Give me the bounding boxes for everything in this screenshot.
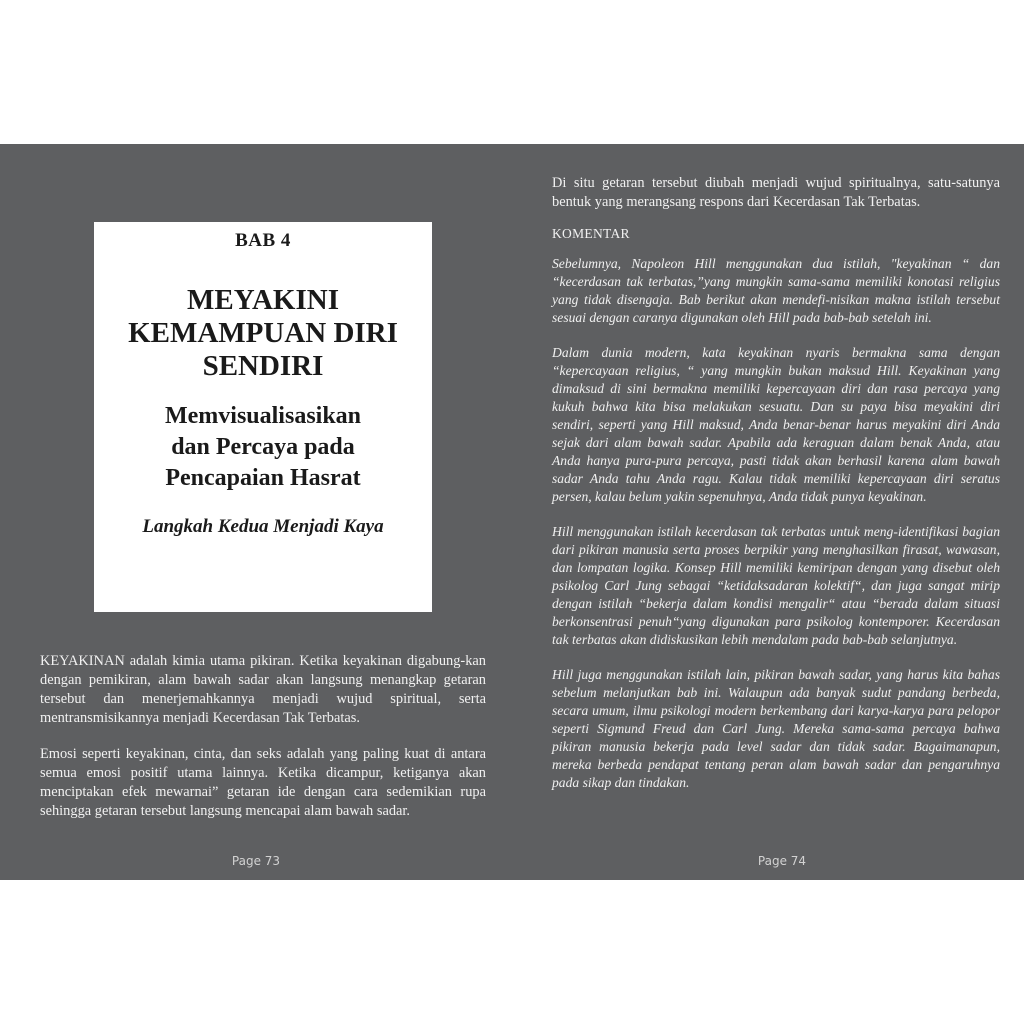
left-body-text <box>40 652 486 838</box>
book-spread <box>0 144 1024 880</box>
chapter-title <box>94 284 432 383</box>
paragraph: KEYAKINAN adalah kimia utama pikiran. Ketika keyakinan digabung-kan dengan pemikiran, alam bawah sadar akan langsung menangkap getaran tersebut dan menerjemahkannya menjadi wujud spiritual, serta mentransmisikannya menjadi Kecerdasan Tak Terbatas. <box>40 653 486 726</box>
right-body-text <box>552 174 1000 809</box>
chapter-tagline: Langkah Kedua Menjadi Kaya <box>142 516 384 537</box>
section-heading: KOMENTAR <box>552 226 630 241</box>
chapter-subtitle-line: Pencapaian Hasrat <box>165 465 361 491</box>
chapter-title-line: MEYAKINI <box>186 284 339 316</box>
page-number-left: Page 73 <box>231 854 281 868</box>
commentary-paragraph: Sebelumnya, Napoleon Hill menggunakan dua istilah, "keyakinan “ dan “kecerdasan tak terbatas,”yang mungkin sama-sama memiliki konotasi religius yang tidak disengaja. Bab berikut akan mendefi-nisikan makna istilah tersebut sesuai dengan caranya digunakan oleh Hill pada bab-bab setelah ini. <box>552 256 1000 325</box>
commentary-paragraph: Hill menggunakan istilah kecerdasan tak terbatas untuk meng-identifikasi bagian dari pikiran manusia serta proses berpikir yang menghasilkan firasat, wawasan, dan lompatan logika. Konsep Hill memiliki kemiripan dengan yang disebut oleh psikolog Carl Jung sebagai “ketidaksadaran kolektif“, dan juga sangat mirip dengan istilah “bekerja dalam kondisi mengalir“ atau “berada dalam situasi berkonsentrasi penuh“yang digunakan para psikolog kontemporer. Kecerdasan tak terbatas akan didiskusikan lebih mendalam pada bab-bab selanjutnya. <box>552 524 1000 647</box>
paragraph: Emosi seperti keyakinan, cinta, dan seks adalah yang paling kuat di antara semua emosi positif utama lainnya. Ketika dicampur, ketiganya akan menciptakan efek mewarnai” getaran ide dengan cara sedemikian rupa sehingga getaran tersebut langsung mencapai alam bawah sadar. <box>40 746 486 819</box>
commentary-paragraph: Dalam dunia modern, kata keyakinan nyaris bermakna sama dengan “kepercayaan religius, “ yang mungkin bukan maksud Hill. Keyakinan yang dimaksud di sini bermakna memiliki kepercayaan diri dan rasa percaya yang kukuh bahwa kita bisa melakukan sesuatu. Dan su paya bisa meyakini diri sendiri, seperti yang Hill maksud, Anda benar-benar harus meyakini diri Anda sejak dari alam bawah sadar. Apabila ada keraguan dalam benak Anda, atau Anda hanya pura-pura percaya, pasti tidak akan berhasil karena alam bawah sadar Anda tahu Anda ragu. Kalau tidak memiliki kepercayaan diri seratus persen, kalau belum yakin sepenuhnya, Anda tidak punya keyakinan. <box>552 345 1000 504</box>
page-number-right: Page 74 <box>757 854 807 868</box>
commentary-paragraph: Hill juga menggunakan istilah lain, pikiran bawah sadar, yang harus kita bahas sebelum melanjutkan bab ini. Walaupun ada banyak sudut pandang berbeda, secara umum, ilmu psikologi modern berkembang dari karya-karya para pelopor seperti Sigmund Freud dan Carl Jung. Mereka sama-sama percaya bahwa pikiran manusia bekerja pada level sadar dan tidak sadar. Bagaimanapun, mereka berbeda pendapat tentang peran alam bawah sadar dan pengaruhnya pada sikap dan tindakan. <box>552 667 1000 790</box>
chapter-number: BAB 4 <box>235 230 291 251</box>
chapter-subtitle-line: Memvisualisasikan <box>164 403 362 429</box>
chapter-title-line: KEMAMPUAN DIRI <box>128 317 398 349</box>
intro-paragraph: Di situ getaran tersebut diubah menjadi wujud spiritualnya, satu-satunya bentuk yang merangsang respons dari Kecerdasan Tak Terbatas. <box>552 175 1000 210</box>
chapter-subtitle <box>94 401 432 494</box>
chapter-subtitle-line: dan Percaya pada <box>171 434 355 460</box>
chapter-title-box <box>94 222 432 612</box>
page-right <box>512 144 1024 880</box>
chapter-title-line: SENDIRI <box>202 350 324 382</box>
page-left <box>0 144 512 880</box>
